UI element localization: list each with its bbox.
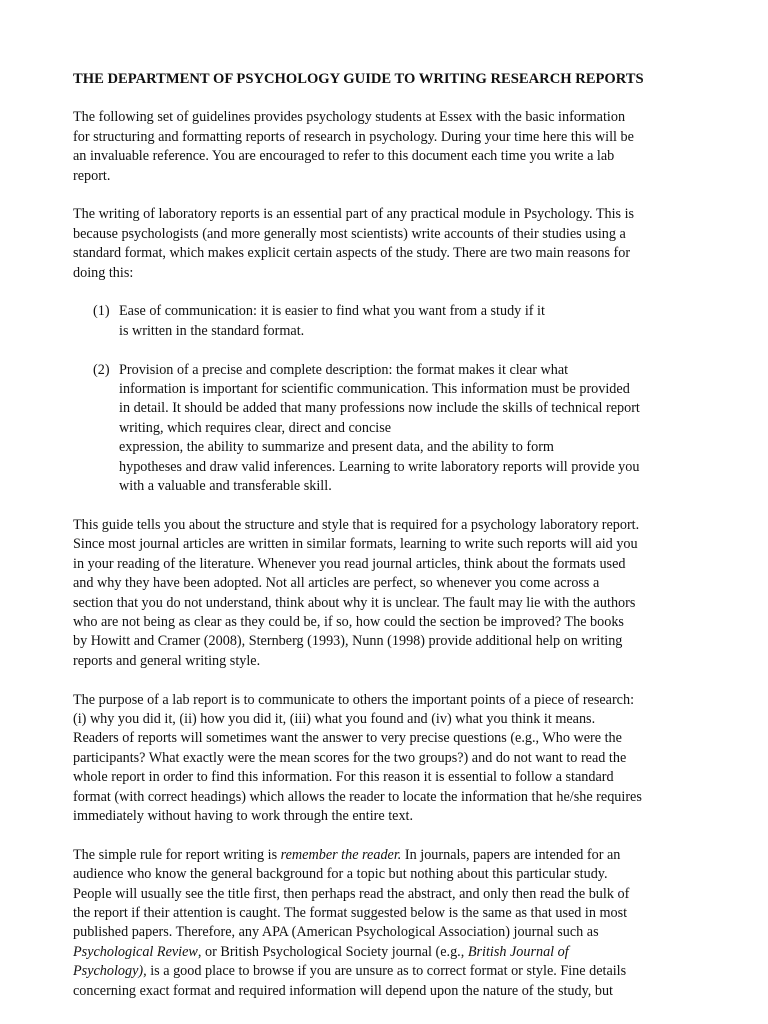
text-line: People will usually see the title first, then perhaps read the abstract, and only then read the bulk of: [73, 885, 630, 902]
list-number: (2): [93, 361, 110, 378]
emphasis-text: British Journal of: [467, 943, 569, 960]
text-line: (i) why you did it, (ii) how you did it, (iii) what you found and (iv) what you think it means.: [73, 710, 596, 727]
emphasis-text: Psychological Review: [73, 943, 198, 960]
text-line: section that you do not understand, think about why it is unclear. The fault may lie with the authors: [73, 594, 636, 611]
text-line: reports and general writing style.: [73, 652, 261, 669]
text-line: who are not being as clear as they could be, if so, how could the section be improved? The books: [73, 613, 624, 630]
text-line: Readers of reports will sometimes want the answer to very precise questions (e.g., Who were the: [73, 730, 622, 747]
paragraph-writing-reports: [73, 205, 698, 283]
text-line: This guide tells you about the structure and style that is required for a psychology laboratory report.: [73, 516, 640, 533]
text-line: expression, the ability to summarize and present data, and the ability to form: [119, 439, 554, 456]
document-page: [73, 70, 698, 1020]
text-line: writing, which requires clear, direct and concise: [119, 419, 392, 436]
list-item-1: [73, 302, 698, 341]
text-line: and why they have been adopted. Not all articles are perfect, so whenever you come across a: [73, 575, 600, 592]
paragraph-guide-structure: [73, 516, 698, 671]
text-line: by Howitt and Cramer (2008), Sternberg (1993), Nunn (1998) provide additional help on writing: [73, 633, 623, 650]
text-line: participants? What exactly were the mean scores for the two groups?) and do not want to read the: [73, 749, 627, 766]
text-line: report.: [73, 167, 111, 184]
text-line: published papers. Therefore, any APA (American Psychological Association) journal such as: [73, 924, 599, 941]
text-line: information is important for scientific communication. This information must be provided: [119, 381, 630, 398]
paragraph-intro: [73, 108, 698, 186]
text-line: concerning exact format and required information will depend upon the nature of the study, but: [73, 982, 614, 999]
text-line: in your reading of the literature. Whenever you read journal articles, think about the formats used: [73, 555, 626, 572]
text-line: The purpose of a lab report is to communicate to others the important points of a piece of research:: [73, 691, 635, 708]
text-line: [73, 962, 698, 981]
text-line: for structuring and formatting reports of research in psychology. During your time here this will be: [73, 128, 634, 145]
text-line: Since most journal articles are written in similar formats, learning to write such reports will aid you: [73, 536, 638, 553]
text-line: whole report in order to find this information. For this reason it is essential to follow a standard: [73, 769, 614, 786]
emphasis-text: Psychology),: [73, 963, 147, 980]
text-run: The simple rule for report writing is: [73, 846, 281, 863]
list-item-2: [73, 361, 698, 497]
text-line: because psychologists (and more generally most scientists) write accounts of their studies using a: [73, 225, 626, 242]
emphasis-text: remember the reader.: [280, 846, 402, 863]
text-line: [73, 943, 698, 962]
text-line: The following set of guidelines provides psychology students at Essex with the basic information: [73, 109, 626, 126]
paragraph-purpose: [73, 691, 698, 827]
text-line: an invaluable reference. You are encouraged to refer to this document each time you write a lab: [73, 148, 615, 165]
text-line: is written in the standard format.: [119, 322, 305, 339]
text-line: with a valuable and transferable skill.: [119, 478, 332, 495]
paragraph-simple-rule: [73, 846, 698, 1001]
text-run: , or British Psychological Society journal (e.g.,: [197, 943, 468, 960]
text-line: audience who know the general background for a topic but nothing about this particular study.: [73, 866, 608, 883]
text-line: format (with correct headings) which allows the reader to locate the information that he/she requires: [73, 788, 642, 805]
text-line: standard format, which makes explicit certain aspects of the study. There are two main reasons for: [73, 245, 631, 262]
text-line: immediately without having to work through the entire text.: [73, 807, 414, 824]
text-line: hypotheses and draw valid inferences. Learning to write laboratory reports will provide you: [119, 458, 640, 475]
text-run: In journals, papers are intended for an: [401, 846, 621, 863]
text-line: doing this:: [73, 264, 134, 281]
text-run: is a good place to browse if you are unsure as to correct format or style. Fine details: [146, 963, 627, 980]
document-title: THE DEPARTMENT OF PSYCHOLOGY GUIDE TO WRITING RESEARCH REPORTS: [73, 71, 644, 87]
text-line: [73, 846, 698, 865]
text-line: the report if their attention is caught. The format suggested below is the same as that used in most: [73, 904, 628, 921]
text-line: in detail. It should be added that many professions now include the skills of technical report: [119, 400, 640, 417]
text-line: Provision of a precise and complete description: the format makes it clear what: [119, 361, 569, 378]
text-line: The writing of laboratory reports is an essential part of any practical module in Psychology. This is: [73, 206, 635, 223]
list-number: (1): [93, 303, 110, 320]
text-line: Ease of communication: it is easier to find what you want from a study if it: [119, 303, 545, 320]
